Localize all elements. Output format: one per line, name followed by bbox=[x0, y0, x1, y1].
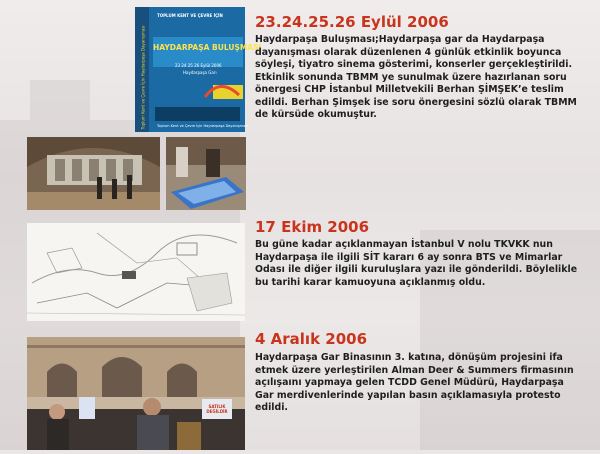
poster-header: TOPLUM KENT VE ÇEVRE İÇİN bbox=[157, 13, 223, 18]
poster-footer: Toplum Kent ve Çevre İçin Haydarpaşa Dayanışması bbox=[157, 124, 249, 128]
press-protest-photo bbox=[27, 337, 245, 450]
poster-title: HAYDARPAŞA BULUŞMASI bbox=[153, 43, 262, 52]
poster-side-text: Toplum Kent ve Çevre İçin Haydarpaşa Dayanışması bbox=[140, 25, 146, 130]
poster-dates: 23 24 25 26 Eylül 2006 bbox=[175, 63, 222, 68]
event-poster-image bbox=[135, 7, 262, 132]
site-plan-map-image bbox=[27, 223, 245, 321]
entry-date: 23.24.25.26 Eylül 2006 bbox=[255, 13, 449, 31]
entry-date: 17 Ekim 2006 bbox=[255, 218, 370, 236]
entry-text: Haydarpaşa Gar Binasının 3. katına, dönüşüm projesini ifa etmek üzere yerleştirilen Alman Deer & Summers firmasının açılışaını yapmaya gelen TCDD Genel Müdürü, Haydarpaşa Gar merdivenlerinde yapılan basın açıklamasıyla protesto edildi. bbox=[255, 352, 574, 413]
entry-text: Bu güne kadar açıklanmayan İstanbul V nolu TKVKK nun Haydarpaşa ile ilgili SİT kararı 6 ay sonra BTS ve Mimarlar Odası ile diğer ilgili kuruluşlara yazı ile gönderildi. Böylelikle bu tarihi karar kamuoyuna açıklanmış oldu. bbox=[255, 239, 578, 288]
protest-sign-text: SATILIK DEĞİLDİR bbox=[206, 404, 228, 414]
poster-place: Haydarpaşa Garı bbox=[183, 70, 217, 75]
entry-date: 4 Aralık 2006 bbox=[255, 330, 368, 348]
exhibition-photo bbox=[166, 137, 246, 210]
station-hall-photo bbox=[27, 137, 160, 210]
entry-text: Haydarpaşa Buluşması;Haydarpaşa gar da Haydarpaşa dayanışması olarak düzenlenen 4 günlük etkinlik boyunca söyleşi, tiyatro sinema gösterimi, konserler gerçekleştirildi. Etkinlik sonunda TBMM ye sunulmak üzere hazırlanan soru önergesi CHP İstanbul Milletvekili Berhan ŞİMŞEK’e teslim edildi. Berhan Şimşek ise soru önergesini sözlü olarak TBMM de kürsüde okumuştur. bbox=[255, 34, 577, 120]
